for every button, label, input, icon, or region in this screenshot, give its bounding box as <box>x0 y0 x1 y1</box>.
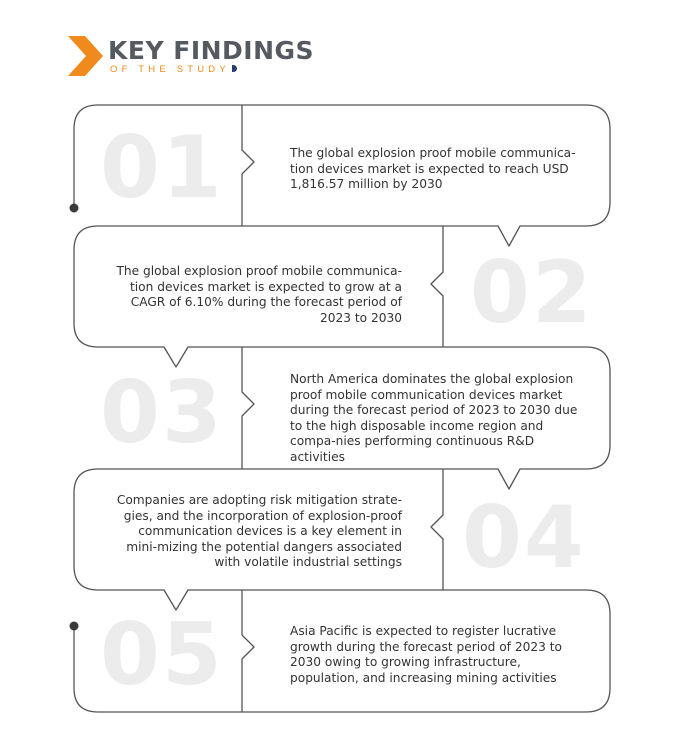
divider-4 <box>431 469 443 590</box>
finding-number-3: 03 <box>100 363 224 463</box>
divider-2 <box>431 226 443 347</box>
finding-text-4: Companies are adopting risk mitigation strate-gies, and the incorporation of explosion-proof communication devices is a key element in mini-mizing the potential dangers associated with volatile industrial settings <box>116 493 402 569</box>
finding-number-2: 02 <box>470 243 594 343</box>
start-dot <box>70 204 79 213</box>
finding-number-4: 04 <box>462 488 586 588</box>
finding-text-3: North America dominates the global explosion proof mobile communication devices market during the forecast period of 2023 to 2030 due to the high disposable income region and compa-nies performing continuous R&D activities <box>290 372 578 464</box>
divider-1 <box>242 105 254 226</box>
finding-text-5: Asia Pacific is expected to register lucrative growth during the forecast period of 2023 to 2030 owing to growing infrastructure, population, and increasing mining activities <box>290 624 562 685</box>
divider-5 <box>242 590 254 712</box>
page-subtitle: OF THE STUDY <box>110 65 237 75</box>
finding-text-2: The global explosion proof mobile communica-tion devices market is expected to grow at a CAGR of 6.10% during the forecast period of 2023 to 2030 <box>116 264 402 325</box>
page-title: KEY FINDINGS <box>108 36 315 65</box>
finding-text-1: The global explosion proof mobile communica-tion devices market is expected to reach USD 1,816.57 million by 2030 <box>290 146 576 191</box>
divider-3 <box>242 347 254 469</box>
finding-number-1: 01 <box>100 118 224 218</box>
finding-number-5: 05 <box>100 605 224 705</box>
end-dot <box>70 622 79 631</box>
